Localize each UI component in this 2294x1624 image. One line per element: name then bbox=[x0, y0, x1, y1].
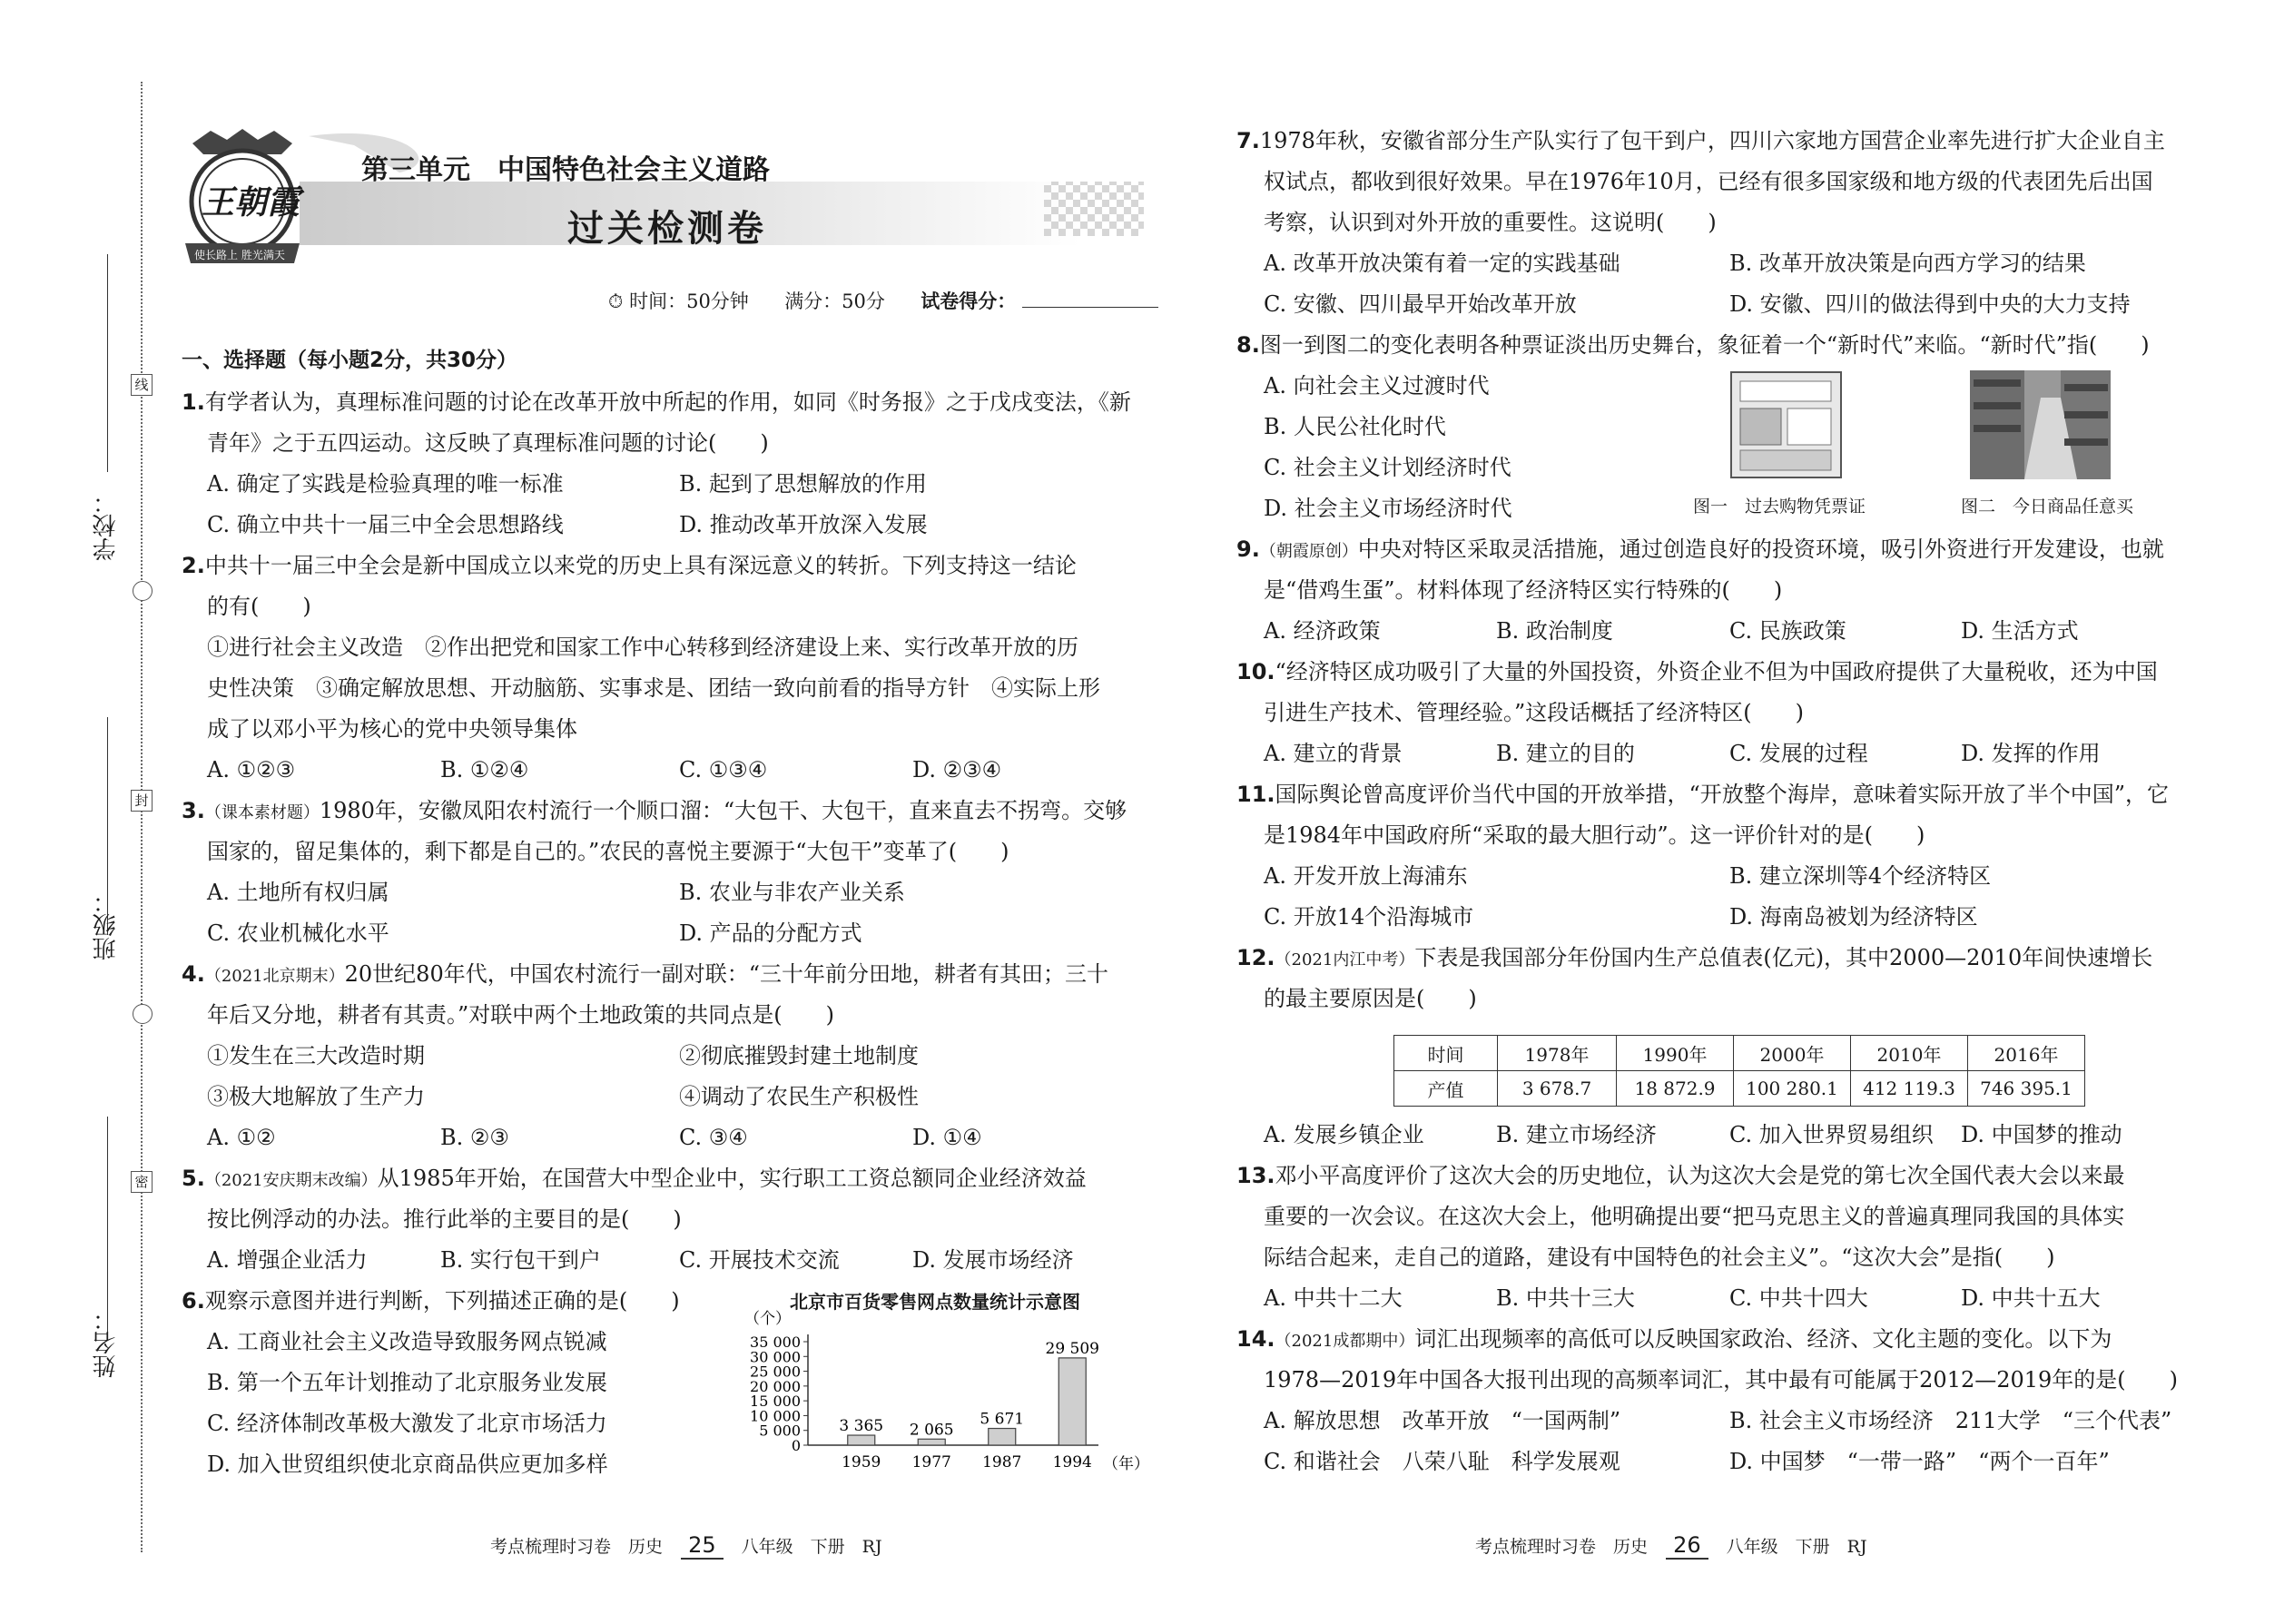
binding-dotted-line bbox=[141, 82, 143, 1552]
q13-option-c[interactable]: C. 中共十四大 bbox=[1729, 1285, 1868, 1311]
ration-coupon-image bbox=[1729, 370, 1843, 479]
footer-left bbox=[490, 1532, 882, 1560]
footer-grade: 八年级 下册 RJ bbox=[1726, 1537, 1867, 1557]
binding-mark-seal: 封 bbox=[131, 790, 153, 812]
binding-mark-close: 密 bbox=[131, 1171, 153, 1193]
q4-option-a[interactable]: A. ①② bbox=[207, 1125, 276, 1150]
bar-chart bbox=[708, 1307, 1162, 1480]
question-10-line2: 引进生产技术、管理经验。”这段话概括了经济特区( ) bbox=[1264, 700, 1804, 725]
question-6: 6.观察示意图并进行判断，下列描述正确的是( ) bbox=[182, 1288, 680, 1314]
table-cell: 产值 bbox=[1394, 1071, 1498, 1107]
table-cell: 3 678.7 bbox=[1498, 1071, 1617, 1107]
question-2-line4: 史性决策 ③确定解放思想、开动脑筋、实事求是、团结一致向前看的指导方针 ④实际上形 bbox=[207, 675, 1100, 701]
question-2-line5: 成了以邓小平为核心的党中央领导集体 bbox=[207, 716, 577, 742]
chart-data-label: 3 365 bbox=[839, 1417, 884, 1436]
q9-option-d[interactable]: D. 生活方式 bbox=[1961, 618, 2079, 644]
question-9-line2: 是“借鸡生蛋”。材料体现了经济特区实行特殊的( ) bbox=[1264, 577, 1783, 603]
chart-ylabel: （个） bbox=[744, 1310, 791, 1328]
q1-option-b[interactable]: B. 起到了思想解放的作用 bbox=[679, 471, 927, 497]
q5-option-c[interactable]: C. 开展技术交流 bbox=[679, 1247, 840, 1273]
question-1: 1.有学者认为，真理标准问题的讨论在改革开放中所起的作用，如同《时务报》之于戊戌变法，《新 bbox=[182, 389, 1131, 415]
exam-title: 过关检测卷 bbox=[567, 208, 767, 250]
q11-option-c[interactable]: C. 开放14个沿海城市 bbox=[1264, 904, 1474, 930]
footer-book: 考点梳理时习卷 历史 bbox=[490, 1537, 664, 1557]
q4-statement-1: ①发生在三大改造时期 bbox=[207, 1043, 425, 1068]
exam-info bbox=[608, 287, 1158, 314]
chart-x-tick-label: 1994 bbox=[1052, 1453, 1092, 1471]
supermarket-image bbox=[1970, 370, 2111, 479]
chart-y-tick-label: 30 000 bbox=[750, 1348, 801, 1366]
table-cell: 1978年 bbox=[1498, 1036, 1617, 1071]
footer-grade: 八年级 下册 RJ bbox=[741, 1537, 882, 1557]
q4-statement-3: ③极大地解放了生产力 bbox=[207, 1084, 425, 1109]
q13-option-a[interactable]: A. 中共十二大 bbox=[1264, 1285, 1403, 1311]
q7-option-d[interactable]: D. 安徽、四川的做法得到中央的大力支持 bbox=[1729, 291, 2131, 317]
question-2-line2: 的有( ) bbox=[207, 594, 311, 619]
q1-option-a[interactable]: A. 确定了实践是检验真理的唯一标准 bbox=[207, 471, 564, 497]
q12-option-a[interactable]: A. 发展乡镇企业 bbox=[1264, 1122, 1424, 1147]
q2-option-a[interactable]: A. ①②③ bbox=[207, 757, 296, 782]
question-11: 11.国际舆论曾高度评价当代中国的开放举措，“开放整个海岸，意味着实际开放了半个中国”，它 bbox=[1236, 782, 2170, 807]
footer-book: 考点梳理时习卷 历史 bbox=[1475, 1537, 1649, 1557]
chart-y-tick-label: 25 000 bbox=[750, 1363, 801, 1381]
score-label: 试卷得分： bbox=[921, 290, 1017, 312]
chart-x-tick-label: 1987 bbox=[982, 1453, 1022, 1471]
question-1-line2: 青年》之于五四运动。这反映了真理标准问题的讨论( ) bbox=[207, 430, 769, 456]
chart-bar bbox=[989, 1429, 1016, 1445]
chart-title: 北京市百货零售网点数量统计示意图 bbox=[790, 1291, 1080, 1313]
question-3: 3.（课本素材题）1980年，安徽凤阳农村流行一个顺口溜：“大包干、大包干，直来直去不拐弯。交够 bbox=[182, 798, 1127, 823]
q8-option-d[interactable]: D. 社会主义市场经济时代 bbox=[1264, 496, 1512, 521]
section-title: 一、选择题（每小题2分，共30分） bbox=[182, 349, 518, 372]
chart-x-tick-label: 1959 bbox=[842, 1453, 881, 1471]
table-cell: 2000年 bbox=[1734, 1036, 1851, 1071]
binding-mark-line: 线 bbox=[131, 374, 153, 396]
q13-option-b[interactable]: B. 中共十三大 bbox=[1496, 1285, 1635, 1311]
table-cell: 746 395.1 bbox=[1968, 1071, 2085, 1107]
q12-option-c[interactable]: C. 加入世界贸易组织 bbox=[1729, 1122, 1934, 1147]
q10-option-d[interactable]: D. 发挥的作用 bbox=[1961, 741, 2101, 766]
q13-option-d[interactable]: D. 中共十五大 bbox=[1961, 1285, 2101, 1311]
name-label: 姓名： bbox=[93, 1307, 120, 1378]
table-cell: 412 119.3 bbox=[1851, 1071, 1968, 1107]
table-cell: 18 872.9 bbox=[1617, 1071, 1734, 1107]
q1-option-c[interactable]: C. 确立中共十一届三中全会思想路线 bbox=[207, 512, 564, 537]
q6-option-b[interactable]: B. 第一个五年计划推动了北京服务业发展 bbox=[207, 1370, 607, 1395]
question-7: 7.1978年秋，安徽省部分生产队实行了包干到户，四川六家地方国营企业率先进行扩大企业自主 bbox=[1236, 128, 2165, 153]
chart-y-tick-label: 0 bbox=[791, 1437, 801, 1454]
question-2-line3: ①进行社会主义改造 ②作出把党和国家工作中心转移到经济建设上来、实行改革开放的历 bbox=[207, 635, 1078, 660]
q4-option-b[interactable]: B. ②③ bbox=[440, 1125, 509, 1150]
q11-option-b[interactable]: B. 建立深圳等4个经济特区 bbox=[1729, 863, 1992, 889]
q8-option-c[interactable]: C. 社会主义计划经济时代 bbox=[1264, 455, 1511, 480]
binding-hole-icon bbox=[133, 581, 153, 601]
q9-option-b[interactable]: B. 政治制度 bbox=[1496, 618, 1613, 644]
page-number: 25 bbox=[681, 1532, 724, 1560]
chart-bar bbox=[918, 1439, 945, 1445]
question-8: 8.图一到图二的变化表明各种票证淡出历史舞台，象征着一个“新时代”来临。“新时代”指( ) bbox=[1236, 332, 2150, 358]
table-cell: 1990年 bbox=[1617, 1036, 1734, 1071]
chart-data-label: 5 671 bbox=[980, 1410, 1025, 1429]
q5-option-d[interactable]: D. 发展市场经济 bbox=[912, 1247, 1074, 1273]
q4-option-d[interactable]: D. ①④ bbox=[912, 1125, 982, 1150]
q8-option-b[interactable]: B. 人民公社化时代 bbox=[1264, 414, 1446, 439]
question-14-line2: 1978—2019年中国各大报刊出现的高频率词汇，其中最有可能属于2012—2019年的是( ) bbox=[1264, 1367, 2179, 1393]
q5-option-a[interactable]: A. 增强企业活力 bbox=[207, 1247, 368, 1273]
logo-text: 王朝霞 bbox=[202, 183, 300, 221]
unit-title: 第三单元 中国特色社会主义道路 bbox=[361, 154, 770, 186]
q6-option-a[interactable]: A. 工商业社会主义改造导致服务网点锐减 bbox=[207, 1329, 607, 1354]
chart-y-tick-label: 15 000 bbox=[750, 1393, 801, 1411]
q10-option-c[interactable]: C. 发展的过程 bbox=[1729, 741, 1868, 766]
figure-1-caption: 图一 过去购物凭票证 bbox=[1693, 497, 1866, 517]
q11-option-a[interactable]: A. 开发开放上海浦东 bbox=[1264, 863, 1468, 889]
chart-y-tick-label: 20 000 bbox=[750, 1377, 801, 1395]
q11-option-d[interactable]: D. 海南岛被划为经济特区 bbox=[1729, 904, 1978, 930]
q7-option-c[interactable]: C. 安徽、四川最早开始改革开放 bbox=[1264, 291, 1577, 317]
chart-xlabel: （年） bbox=[1103, 1455, 1149, 1473]
table-row bbox=[1394, 1036, 2085, 1071]
chart-data-label: 29 509 bbox=[1045, 1339, 1099, 1358]
q6-option-d[interactable]: D. 加入世贸组织使北京商品供应更加多样 bbox=[207, 1452, 608, 1477]
chart-data-label: 2 065 bbox=[909, 1421, 954, 1440]
q2-option-c[interactable]: C. ①③④ bbox=[679, 757, 768, 782]
full-score: 满分：50分 bbox=[784, 290, 885, 312]
table-cell: 时间 bbox=[1394, 1036, 1498, 1071]
logo-subtext: 使长路上 胜光满天 bbox=[194, 249, 285, 261]
q4-statement-2: ②彻底摧毁封建土地制度 bbox=[679, 1043, 919, 1068]
question-4: 4.（2021北京期末）20世纪80年代，中国农村流行一副对联：“三十年前分田地，耕者有其田；三十 bbox=[182, 961, 1108, 987]
q2-option-b[interactable]: B. ①②④ bbox=[440, 757, 529, 782]
q12-option-d[interactable]: D. 中国梦的推动 bbox=[1961, 1122, 2122, 1147]
footer-right bbox=[1475, 1532, 1867, 1560]
q7-option-b[interactable]: B. 改革开放决策是向西方学习的结果 bbox=[1729, 251, 2086, 276]
question-7-line2: 权试点，都收到很好效果。早在1976年10月，已经有很多国家级和地方级的代表团先后出国 bbox=[1264, 169, 2153, 194]
question-5: 5.（2021安庆期末改编）从1985年开始，在国营大中型企业中，实行职工工资总额同企业经济效益 bbox=[182, 1166, 1087, 1191]
q1-option-d[interactable]: D. 推动改革开放深入发展 bbox=[679, 512, 928, 537]
table-cell: 2016年 bbox=[1968, 1036, 2085, 1071]
q5-option-b[interactable]: B. 实行包干到户 bbox=[440, 1247, 601, 1273]
question-7-line3: 考察，认识到对外开放的重要性。这说明( ) bbox=[1264, 210, 1717, 235]
q3-option-c[interactable]: C. 农业机械化水平 bbox=[207, 920, 389, 946]
q12-option-b[interactable]: B. 建立市场经济 bbox=[1496, 1122, 1657, 1147]
time-limit: 时间：50分钟 bbox=[629, 290, 749, 312]
question-9: 9.（朝霞原创）中央对特区采取灵活措施，通过创造良好的投资环境，吸引外资进行开发建设，也就 bbox=[1236, 536, 2164, 562]
q3-option-a[interactable]: A. 土地所有权归属 bbox=[207, 880, 389, 905]
q14-option-b[interactable]: B. 社会主义市场经济 211大学 “三个代表” bbox=[1729, 1408, 2172, 1433]
q14-option-d[interactable]: D. 中国梦 “一带一路” “两个一百年” bbox=[1729, 1449, 2110, 1474]
q8-option-a[interactable]: A. 向社会主义过渡时代 bbox=[1264, 373, 1490, 399]
class-label: 班级： bbox=[93, 890, 120, 960]
school-underline bbox=[107, 254, 108, 472]
clock-icon: ⏱ bbox=[608, 290, 624, 312]
binding-hole-icon bbox=[133, 1004, 153, 1024]
q4-option-c[interactable]: C. ③④ bbox=[679, 1125, 748, 1150]
question-12: 12.（2021内江中考）下表是我国部分年份国内生产总值表(亿元)，其中2000—2010年间快速增长 bbox=[1236, 945, 2153, 970]
question-10: 10.“经济特区成功吸引了大量的外国投资，外资企业不但为中国政府提供了大量税收，还为中国 bbox=[1236, 659, 2158, 684]
question-14: 14.（2021成都期中）词汇出现频率的高低可以反映国家政治、经济、文化主题的变化。以下为 bbox=[1236, 1326, 2112, 1352]
question-2: 2.中共十一届三中全会是新中国成立以来党的历史上具有深远意义的转折。下列支持这一结论 bbox=[182, 553, 1077, 578]
q14-option-a[interactable]: A. 解放思想 改革开放 “一国两制” bbox=[1264, 1408, 1621, 1433]
q10-option-a[interactable]: A. 建立的背景 bbox=[1264, 741, 1403, 766]
q4-statement-4: ④调动了农民生产积极性 bbox=[679, 1084, 919, 1109]
question-4-line2: 年后又分地，耕者有其责。”对联中两个土地政策的共同点是( ) bbox=[207, 1002, 834, 1028]
q6-option-c[interactable]: C. 经济体制改革极大激发了北京市场活力 bbox=[207, 1411, 607, 1436]
q9-option-c[interactable]: C. 民族政策 bbox=[1729, 618, 1846, 644]
question-13-line3: 际结合起来，走自己的道路，建设有中国特色的社会主义”。“这次大会”是指( ) bbox=[1264, 1245, 2055, 1270]
question-12-line2: 的最主要原因是( ) bbox=[1264, 986, 1477, 1011]
chart-x-tick-label: 1977 bbox=[911, 1453, 951, 1471]
question-3-line2: 国家的，留足集体的，剩下都是自己的。”农民的喜悦主要源于“大包干”变革了( ) bbox=[207, 839, 1009, 864]
q10-option-b[interactable]: B. 建立的目的 bbox=[1496, 741, 1635, 766]
name-underline bbox=[107, 1117, 108, 1334]
q7-option-a[interactable]: A. 改革开放决策有着一定的实践基础 bbox=[1264, 251, 1620, 276]
chart-y-tick-label: 5 000 bbox=[759, 1422, 801, 1440]
page-number: 26 bbox=[1666, 1532, 1708, 1560]
figure-2-caption: 图二 今日商品任意买 bbox=[1961, 497, 2134, 517]
table-row bbox=[1394, 1071, 2085, 1107]
q3-option-d[interactable]: D. 产品的分配方式 bbox=[679, 920, 862, 946]
table-cell: 100 280.1 bbox=[1734, 1071, 1851, 1107]
chart-bar bbox=[848, 1435, 875, 1445]
chart-bar bbox=[1058, 1358, 1086, 1445]
q2-option-d[interactable]: D. ②③④ bbox=[912, 757, 1002, 782]
chart-y-tick-label: 35 000 bbox=[750, 1334, 801, 1351]
question-13: 13.邓小平高度评价了这次大会的历史地位，认为这次大会是党的第七次全国代表大会以来最 bbox=[1236, 1163, 2125, 1188]
chart-y-tick-label: 10 000 bbox=[750, 1407, 801, 1425]
question-13-line2: 重要的一次会议。在这次大会上，他明确提出要“把马克思主义的普遍真理同我国的具体实 bbox=[1264, 1204, 2125, 1229]
gdp-table bbox=[1393, 1035, 2085, 1107]
score-blank[interactable] bbox=[1022, 307, 1158, 308]
q9-option-a[interactable]: A. 经济政策 bbox=[1264, 618, 1381, 644]
question-11-line2: 是1984年中国政府所“采取的最大胆行动”。这一评价针对的是( ) bbox=[1264, 822, 1925, 848]
question-5-line2: 按比例浮动的办法。推行此举的主要目的是( ) bbox=[207, 1206, 682, 1232]
q14-option-c[interactable]: C. 和谐社会 八荣八耻 科学发展观 bbox=[1264, 1449, 1620, 1474]
q3-option-b[interactable]: B. 农业与非农产业关系 bbox=[679, 880, 905, 905]
table-cell: 2010年 bbox=[1851, 1036, 1968, 1071]
school-label: 学校： bbox=[93, 490, 120, 561]
